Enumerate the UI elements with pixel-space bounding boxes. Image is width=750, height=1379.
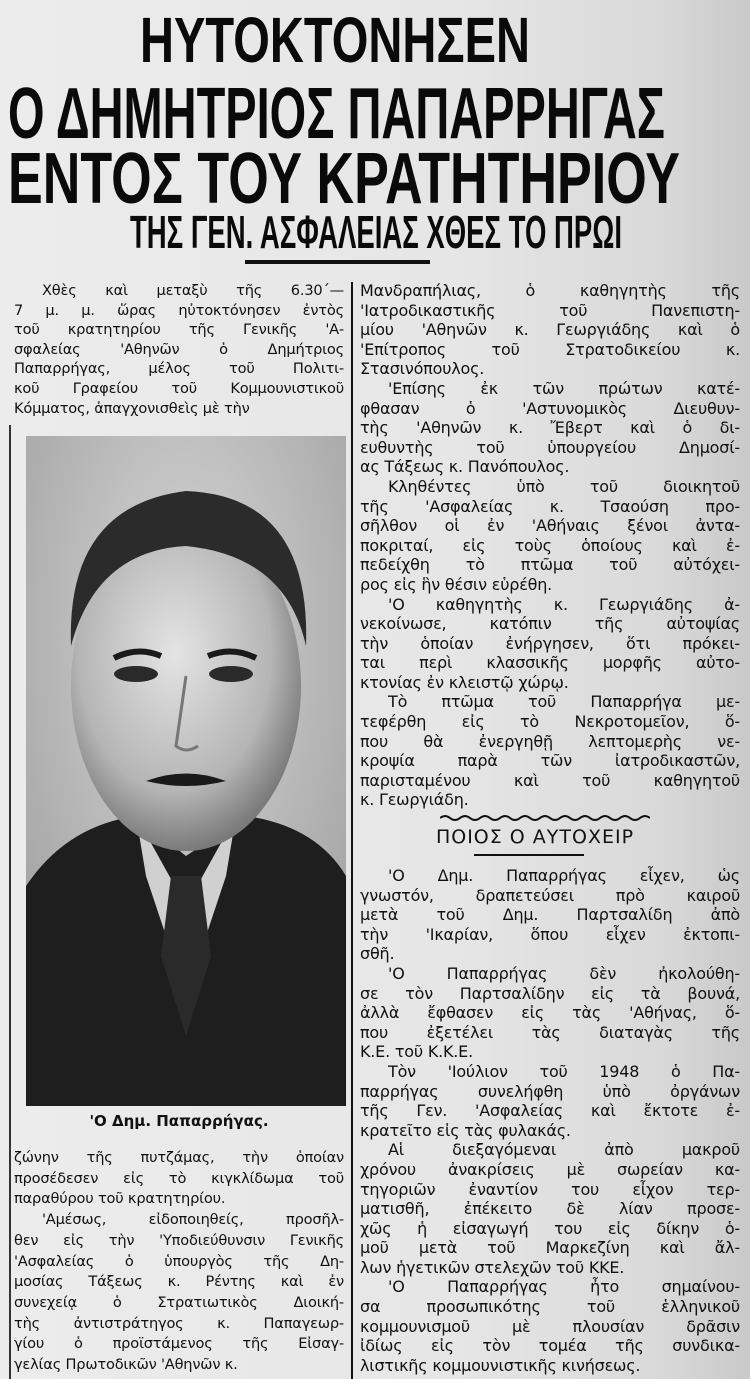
paragraph [360, 692, 740, 810]
text-line: μετὰ τοῦ Δημ. Παρτσαλίδη ἀπὸ [360, 905, 740, 925]
text-line: ζώνην τῆς πυτζάμας, τὴν ὁποίαν [14, 1149, 344, 1166]
text-line: κτονίας ἐν κλειστῷ χώρῳ. [360, 672, 569, 692]
text-line: Κόμματος, ἀπαγχονισθεὶς μὲ τὴν [14, 399, 250, 417]
left-border [9, 425, 11, 1379]
text-line: μοσίας Τάξεως κ. Ρέντης καὶ ἐν [14, 1273, 344, 1291]
text-line: 'Ασφαλείας ὁ ὑπουργὸς τῆς Δη- [14, 1252, 344, 1270]
text-line: τὴν ὁποίαν ἐνήργησεν, ὅτι πρόκει- [360, 633, 740, 653]
paragraph [360, 595, 740, 693]
text-line: που θὰ ἐνεργηθῇ λεπτομερὴς νε- [360, 731, 740, 751]
photo-caption: 'Ο Δημ. Παπαρρήγας. [89, 1112, 269, 1130]
text-line: παρισταμένου καὶ τοῦ καθηγητοῦ [360, 770, 740, 790]
text-line: 'Αμέσως, εἰδοποιηθείς, προσῆλ- [42, 1211, 344, 1229]
text-line: Τὸν 'Ιούλιον τοῦ 1948 ὁ Πα- [388, 1061, 740, 1081]
article-column-left-bottom [14, 1148, 344, 1376]
paragraph [14, 1210, 344, 1376]
text-line: κρατεῖτο εἰς τὰς φυλακάς. [360, 1120, 571, 1140]
text-line: συνεχείᾳ ὁ Στρατιωτικὸς Διοική- [14, 1293, 344, 1311]
text-line: Παπαρρήγας, μέλος τοῦ Πολιτι- [14, 360, 344, 378]
headline-line-3: ΕΝΤΟΣ ΤΟΥ ΚΡΑΤΗΤΗΡΙΟΥ [8, 139, 680, 219]
text-line: χρόνου ἀνακρίσεις μὲ σωρείαν κα- [360, 1159, 740, 1179]
text-line: Χθὲς καὶ μεταξὺ τῆς 6.30΄— [42, 282, 344, 299]
paragraph [360, 964, 740, 1062]
text-line: σθῆ. [360, 944, 395, 964]
wavy-separator [440, 814, 650, 822]
text-line: κ. Γεωργιάδη. [360, 790, 469, 810]
headline-line-2: Ο ΔΗΜΗΤΡΙΟΣ ΠΑΠΑΡΡΗΓΑΣ [8, 74, 665, 154]
text-line: τὴς ἀντιστράτηγος κ. Παπαγεωρ- [14, 1314, 344, 1332]
text-line: κροψία παρὰ τῶν ἰατροδικαστῶν, [360, 751, 740, 771]
text-line: χῶς ἡ εἰσαγωγή του εἰς δίκην ὁ- [360, 1218, 740, 1238]
text-line: τεφέρθη εἰς τὸ Νεκροτομεῖον, ὅ- [360, 712, 740, 732]
text-line: που ἐξετέλει τὰς διαταγὰς τῆς [360, 1022, 740, 1042]
text-line: τοῦ κρατητηρίου τῆς Γενικῆς 'Α- [14, 321, 344, 339]
article-column-right-top [360, 281, 740, 810]
text-line: τηγοριῶν ἐναντίον του εἶχον τερ- [360, 1179, 740, 1199]
text-line: Στασινόπουλος. [360, 359, 485, 379]
paragraph [360, 1277, 740, 1375]
text-line: ποκριταί, εἰς τοὺς ὁποίους καὶ ἐ- [360, 535, 740, 555]
text-line: ας Τάξεως κ. Πανόπουλος. [360, 457, 570, 477]
text-line: Κληθέντες ὑπὸ τοῦ διοικητοῦ [388, 476, 740, 496]
text-line: τὴς 'Αθηνῶν κ. Ἔβερτ καὶ ὁ δι- [360, 418, 740, 438]
text-line: παρρήγας συνελήφθη ὑπὸ ὀργάνων [360, 1081, 740, 1101]
text-line: λων ἡγετικῶν στελεχῶν τοῦ ΚΚΕ. [360, 1257, 625, 1277]
text-line: σα προσωπικότης τοῦ ἑλληνικοῦ [360, 1297, 740, 1317]
paragraph [360, 379, 740, 477]
text-line: 'Ο Παπαρρήγας δὲν ἠκολούθη- [388, 963, 740, 983]
text-line: 'Ο καθηγητὴς κ. Γεωργιάδης ἀ- [388, 594, 740, 614]
text-line: σε τὸν Παρτσαλίδην εἰς τὰ βουνά, [360, 983, 740, 1003]
paragraph [14, 281, 344, 418]
text-line: μοῦ μετὰ τοῦ Μαρκεζίνη καὶ ἄλ- [360, 1238, 740, 1258]
text-line: 'Ιατροδικαστικῆς τοῦ Πανεπιστη- [360, 300, 740, 320]
text-line: Μανδραπήλιας, ὁ καθηγητὴς τῆς [360, 281, 740, 300]
text-line: σῆλθον οἱ ἐν 'Αθήναις ξένοι ἀντα- [360, 516, 740, 536]
text-line: σφαλείας 'Αθηνῶν ὁ Δημήτριος [14, 340, 344, 358]
text-line: 'Ο Παπαρρήγας ἦτο σημαίνου- [388, 1277, 740, 1297]
text-line: ἀλλὰ ἔφθασεν εἰς τὰς 'Αθήνας, ὅ- [360, 1003, 740, 1023]
paragraph [360, 866, 740, 964]
text-line: Αἱ διεξαγόμεναι ἀπὸ μακροῦ [388, 1140, 740, 1160]
text-line: γνωστόν, δραπετεύσει πρὸ καιροῦ [360, 885, 740, 905]
text-line: τῆς Γεν. 'Ασφαλείας καὶ ἔκτοτε ἐ- [360, 1101, 740, 1121]
text-line: φθασαν ὁ 'Αστυνομικὸς Διευθυν- [360, 398, 740, 418]
column-divider [351, 282, 353, 1379]
text-line: μίου 'Αθηνῶν κ. Γεωργιάδης καὶ ὁ [360, 320, 740, 340]
paragraph [360, 1140, 740, 1277]
paragraph [360, 477, 740, 595]
article-column-right-bottom [360, 866, 740, 1375]
text-line: Τὸ πτῶμα τοῦ Παπαρρήγα με- [388, 692, 740, 712]
paragraph [360, 1062, 740, 1140]
text-line: Κ.Ε. τοῦ Κ.Κ.Ε. [360, 1042, 473, 1062]
text-line: κοῦ Γραφείου τοῦ Κομμουνιστικοῦ [14, 379, 344, 397]
text-line: προσέδεσεν εἰς τὸ κιγκλίδωμα τοῦ [14, 1169, 344, 1187]
paragraph [14, 1148, 344, 1210]
headline-rule [245, 260, 430, 264]
text-line: κομμουνισμοῦ μὲ πλουσίαν δρᾶσιν [360, 1316, 740, 1336]
text-line: γελίας Πρωτοδικῶν 'Αθηνῶν κ. [14, 1356, 238, 1374]
text-line: παραθύρου τοῦ κρατητηρίου. [14, 1190, 226, 1208]
text-line: ματισθῆ, ἐπέκειτο δὲ λίαν προσε- [360, 1199, 740, 1219]
text-line: θεν εἰς τὴν 'Υποδιεύθυνσιν Γενικῆς [14, 1231, 344, 1249]
text-line: τῆς 'Ασφαλείας κ. Τσαούση προ- [360, 496, 740, 516]
text-line: ευθυντὴς τοῦ ὑπουργείου Δημοσί- [360, 437, 740, 457]
subheading-rule [474, 854, 584, 856]
text-line: ρος εἰς ἣν θέσιν εὑρέθη. [360, 574, 553, 594]
article-column-left-top [14, 281, 344, 418]
text-line: 'Επίτροπος τοῦ Στρατοδικείου κ. [360, 339, 740, 359]
text-line: ται περὶ κλασσικῆς μορφῆς αὐτο- [360, 653, 740, 673]
text-line: γίου ὁ προϊστάμενος τῆς Εἰσαγ- [14, 1335, 344, 1353]
text-line: λιστικῆς κομμουνιστικῆς κινήσεως. [360, 1355, 641, 1375]
portrait-photo [26, 436, 346, 1106]
text-line: ἰδίως εἰς τὸν τομέα τῆς συνδικα- [360, 1336, 740, 1356]
headline-line-1: ΗΥΤΟΚΤΟΝΗΣΕΝ [140, 4, 530, 76]
headline-subtitle: ΤΗΣ ΓΕΝ. ΑΣΦΑΛΕΙΑΣ ΧΘΕΣ ΤΟ ΠΡΩΙ [130, 206, 622, 258]
headline [0, 0, 750, 260]
text-line: πεδείχθη τὸ πτῶμα τοῦ αὐτόχει- [360, 555, 740, 575]
text-line: 'Ο Δημ. Παπαρρήγας εἶχεν, ὡς [388, 866, 740, 885]
paragraph [360, 281, 740, 379]
text-line: 7 μ. μ. ὥρας ηὐτοκτόνησεν ἐντὸς [14, 301, 344, 319]
text-line: νεκοίνωσε, κατόπιν τῆς αὐτοψίας [360, 614, 740, 634]
text-line: τὴν 'Ικαρίαν, ὅπου εἶχεν ἐκτοπι- [360, 924, 740, 944]
section-subheading: ΠΟΙΟΣ Ο ΑΥΤΟΧΕΙΡ [435, 826, 635, 848]
text-line: 'Επίσης ἐκ τῶν πρώτων κατέ- [388, 378, 740, 398]
